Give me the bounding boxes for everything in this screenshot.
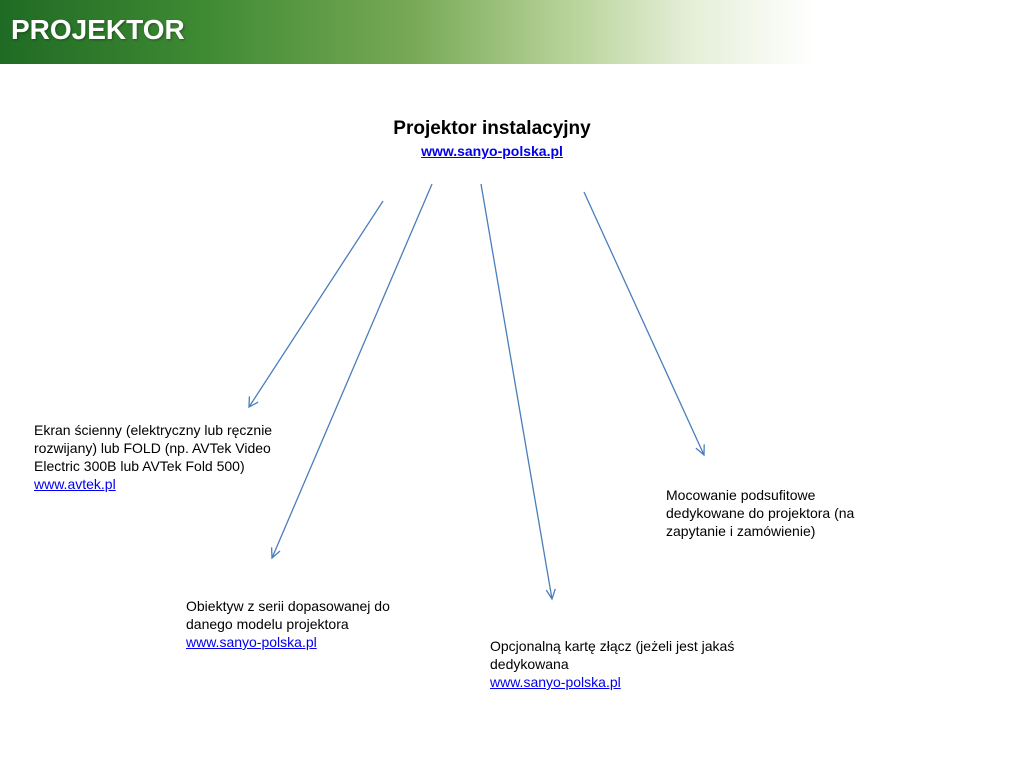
mounting-text: Mocowanie podsufitowe dedykowane do projektora (na zapytanie i zamówienie) <box>666 487 855 539</box>
connector-card-text: Opcjonalną kartę złącz (jeżeli jest jakaś dedykowana <box>490 638 735 672</box>
arrow-to-wall-screen <box>249 201 383 407</box>
wall-screen-text: Ekran ścienny (elektryczny lub ręcznie rozwijany) lub FOLD (np. AVTek Video Electric 300B lub AVTek Fold 500) <box>34 422 273 474</box>
node-mounting <box>666 486 866 540</box>
node-wall-screen <box>34 421 289 493</box>
slide-title: PROJEKTOR <box>11 14 185 45</box>
arrow-to-lens <box>272 184 432 558</box>
node-connector-card <box>490 637 750 691</box>
connector-card-link[interactable]: www.sanyo-polska.pl <box>490 674 621 690</box>
lens-text: Obiektyw z serii dopasowanej do danego modelu projektora <box>186 598 390 632</box>
center-node-link[interactable]: www.sanyo-polska.pl <box>421 143 563 159</box>
arrow-to-connector-card <box>481 184 555 599</box>
wall-screen-link[interactable]: www.avtek.pl <box>34 476 116 492</box>
arrow-to-mounting <box>584 192 704 455</box>
lens-link[interactable]: www.sanyo-polska.pl <box>186 634 317 650</box>
node-lens <box>186 597 411 651</box>
center-node-title: Projektor instalacyjny <box>393 118 591 139</box>
